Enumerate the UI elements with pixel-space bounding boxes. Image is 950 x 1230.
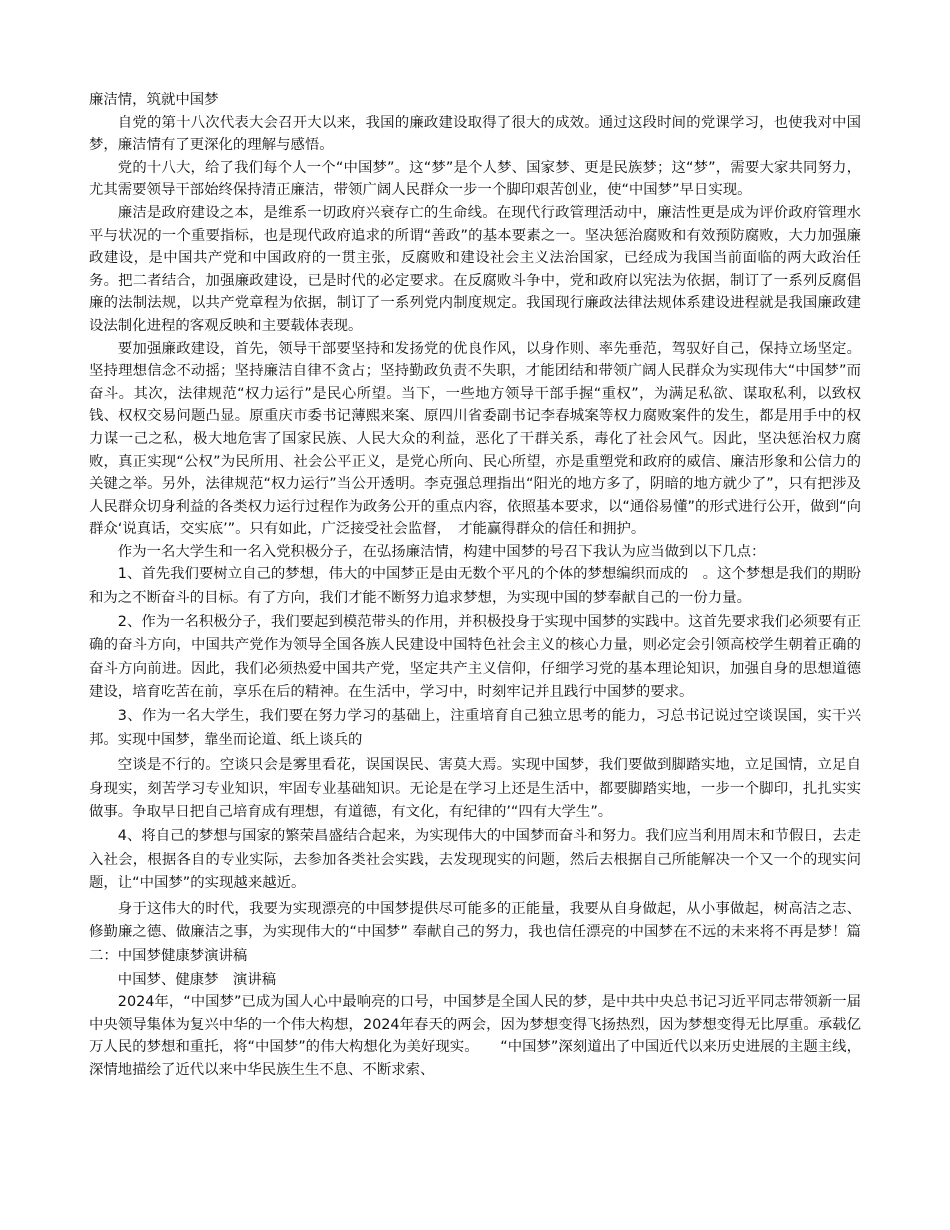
- document-page: [89, 89, 861, 1082]
- paragraph-point-1: 1、首先我们要树立自己的梦想，伟大的中国梦正是由无数个平凡的个体的梦想编织而成的 。这个梦想是我们的期盼和为之不断奋斗的目标。有了方向，我们才能不断努力追求梦想，为实现中国的梦奉献自己的一份力量。: [89, 566, 861, 607]
- paragraph-point-4: 4、将自己的梦想与国家的繁荣昌盛结合起来，为实现伟大的中国梦而奋斗和努力。我们应当利用周末和节假日，去走入社会，根据各自的专业实际，去参加各类社会实践，去发现现实的问题，然后去根据自己所能解决一个又一个的现实问题，让“中国梦”的实现越来越近。: [89, 828, 861, 892]
- paragraph-intro: 自党的第十八次代表大会召开大以来，我国的廉政建设取得了很大的成效。通过这段时间的党课学习，也使我对中国梦，廉洁情有了更深化的理解与感悟。: [89, 114, 861, 154]
- paragraph-speech-title: 中国梦、健康梦 演讲稿: [117, 971, 277, 988]
- paragraph-conclusion: 身于这伟大的时代，我要为实现漂亮的中国梦提供尽可能多的正能量，我要从自身做起，从小事做起，树高洁之志、修勤廉之德、做廉洁之事，为实现伟大的“中国梦” 奉献自己的努力，我也信任漂亮的中国梦在不远的未来将不再是梦！篇二：中国梦健康梦演讲稿: [89, 900, 861, 964]
- paragraph-point-3-continued: 空谈是不行的。空谈只会是雾里看花，误国误民、害莫大焉。实现中国梦，我们要做到脚踏实地，立足国情，立足自身现实，刻苦学习专业知识，牢固专业基础知识。无论是在学习上还是生活中，都要脚踏实地，一步一个脚印，扎扎实实做事。争取早日把自己培育成有理想，有道德，有文化，有纪律的’“四有大学生”。: [89, 757, 861, 821]
- paragraph-chinese-dream: 党的十八大，给了我们每个人一个“中国梦”。这“梦”是个人梦、国家梦、更是民族梦；这“梦”，需要大家共同努力，尤其需要领导干部始终保持清正廉洁，带领广阔人民群众一步一个脚印艰苦创业，使“中国梦”早日实现。: [89, 159, 861, 199]
- paragraph-speech-body: 2024年，“中国梦”已成为国人心中最响亮的口号，中国梦是全国人民的梦，是中共中央总书记习近平同志带领新一届中央领导集体为复兴中华的一个伟大构想，2024年春天的两会，因为梦想变得飞扬热烈，因为梦想变得无比厚重。承载亿万人民的梦想和重托，将“中国梦”的伟大构想化为美好现实。 “中国梦”深刻道出了中国近代以来历史进展的主题主线，深情地描绘了近代以来中华民族生生不息、不断求索、: [89, 994, 861, 1078]
- paragraph-point-3: 3、作为一名大学生，我们要在努力学习的基础上，注重培育自己独立思考的能力，习总书记说过空谈误国，实干兴邦。实现中国梦，靠坐而论道、纸上谈兵的: [89, 708, 861, 748]
- paragraph-integrity-foundation: 廉洁是政府建设之本，是维系一切政府兴衰存亡的生命线。在现代行政管理活动中，廉洁性更是成为评价政府管理水平与状况的一个重要指标，也是现代政府追求的所谓“善政”的基本要素之一。坚决惩治腐败和有效预防腐败，大力加强廉政建设，是中国共产党和中国政府的一贯主张，反腐败和建设社会主义法治国家，已经成为我国当前面临的两大政治任务。把二者结合，加强廉政建设，已是时代的必定要求。在反腐败斗争中，党和政府以宪法为依据，制订了一系列反腐倡廉的法制法规，以共产党章程为依据，制订了一系列党内制度规定。我国现行廉政法律法规体系建设进程就是我国廉政建设法制化进程的客观反映和主要载体表现。: [89, 204, 861, 334]
- paragraph-strengthen-integrity: 要加强廉政建设，首先，领导干部要坚持和发扬党的优良作风，以身作则、率先垂范，驾驭好自己，保持立场坚定。坚持理想信念不动摇；坚持廉洁自律不贪占；坚持勤政负责不失职，才能团结和带领广阔人民群众为实现伟大“中国梦”而奋斗。其次，法律规范“权力运行”是民心所望。当下，一些地方领导干部手握“重权”，为满足私欲、谋取私利，以致权钱、权权交易问题凸显。原重庆市委书记薄熙来案、原四川省委副书记李春城案等权力腐败案件的发生，都是用手中的权力谋一己之私，极大地危害了国家民族、人民大众的利益，恶化了干群关系，毒化了社会风气。因此，坚决惩治权力腐败，真正实现“公权”为民所用、社会公平正义，是党心所向、民心所望，亦是重塑党和政府的威信、廉洁形象和公信力的关键之举。另外，法律规范“权力运行”当公开透明。李克强总理指出“阳光的地方多了，阴暗的地方就少了”，只有把涉及人民群众切身利益的各类权力运行过程作为政务公开的重点内容，依照基本要求，以“通俗易懂”的形式进行公开，做到“向群众‘说真话，交实底’”。只有如此，广泛接受社会监督， 才能赢得群众的信任和拥护。: [89, 340, 861, 538]
- document-title: 廉洁情，筑就中国梦: [89, 92, 219, 108]
- paragraph-point-2: 2、作为一名积极分子，我们要起到模范带头的作用，并积极投身于实现中国梦的实践中。这首先要求我们必须要有正确的奋斗方向，中国共产党作为领导全国各族人民建设中国特色社会主义的核心力量，则必定会引领高校学生朝着正确的奋斗方向前进。因此，我们必须热爱中国共产党，坚定共产主义信仰，仔细学习党的基本理论知识，加强自身的思想道德建设，培育吃苦在前，享乐在后的精神。在生活中，学习中，时刻牢记并且践行中国梦的要求。: [89, 613, 861, 701]
- paragraph-as-student: 作为一名大学生和一名入党积极分子，在弘扬廉洁情，构建中国梦的号召下我认为应当做到以下几点：: [117, 543, 766, 560]
